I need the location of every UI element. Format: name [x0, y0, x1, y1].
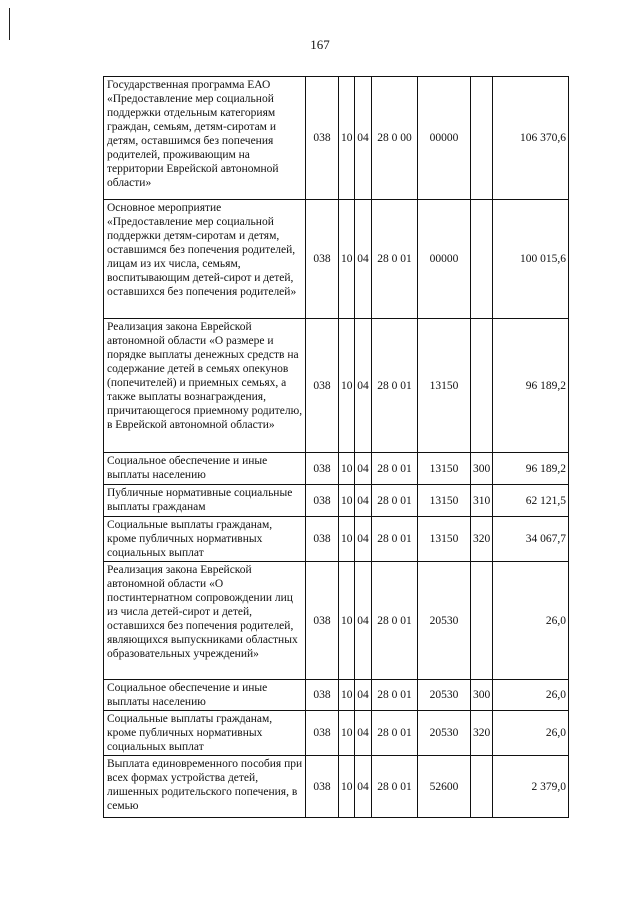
ministry-code: 038 [306, 562, 339, 680]
row-name: Реализация закона Еврейской автономной области «О размере и порядке выплаты денежных средств на содержание детей в семьях опекунов (попечителей) и приемных семьях, а также выплаты вознаграждения, причитающегося приемному родителю, в Еврейской автономной области» [104, 319, 306, 453]
row-name: Государственная программа ЕАО «Предоставление мер социальной поддержки отдельным категориям граждан, семьям, детям-сиротам и детям, оставшимся без попечения родителей, проживающим на территории Еврейской автономной области» [104, 77, 306, 200]
table-row [104, 756, 569, 818]
program-code: 28 0 01 [372, 562, 418, 680]
table-row [104, 485, 569, 517]
direction-code: 52600 [418, 756, 471, 818]
program-code: 28 0 01 [372, 453, 418, 485]
table-row [104, 319, 569, 453]
section-code: 10 [339, 756, 355, 818]
section-code: 10 [339, 711, 355, 756]
amount: 26,0 [493, 711, 569, 756]
direction-code: 13150 [418, 517, 471, 562]
program-code: 28 0 01 [372, 680, 418, 711]
ministry-code: 038 [306, 200, 339, 319]
amount: 26,0 [493, 562, 569, 680]
margin-line [9, 8, 10, 40]
row-name: Реализация закона Еврейской автономной области «О постинтернатном сопровождении лиц из числа детей-сирот и детей, оставшихся без попечения родителей, являющихся выпускниками областных образовательных учреждений» [104, 562, 306, 680]
row-name: Социальные выплаты гражданам, кроме публичных нормативных социальных выплат [104, 711, 306, 756]
program-code: 28 0 01 [372, 711, 418, 756]
ministry-code: 038 [306, 319, 339, 453]
section-code: 10 [339, 562, 355, 680]
expense-type-code: 300 [471, 453, 493, 485]
section-code: 10 [339, 517, 355, 562]
section-code: 10 [339, 453, 355, 485]
ministry-code: 038 [306, 453, 339, 485]
program-code: 28 0 00 [372, 77, 418, 200]
row-name: Публичные нормативные социальные выплаты гражданам [104, 485, 306, 517]
expense-type-code [471, 200, 493, 319]
ministry-code: 038 [306, 680, 339, 711]
subsection-code: 04 [355, 200, 372, 319]
direction-code: 00000 [418, 200, 471, 319]
row-name: Социальное обеспечение и иные выплаты населению [104, 680, 306, 711]
ministry-code: 038 [306, 517, 339, 562]
row-name: Социальное обеспечение и иные выплаты населению [104, 453, 306, 485]
page-number: 167 [310, 37, 330, 52]
program-code: 28 0 01 [372, 485, 418, 517]
direction-code: 20530 [418, 562, 471, 680]
subsection-code: 04 [355, 319, 372, 453]
amount: 26,0 [493, 680, 569, 711]
table-row [104, 453, 569, 485]
amount: 62 121,5 [493, 485, 569, 517]
table-row [104, 680, 569, 711]
program-code: 28 0 01 [372, 200, 418, 319]
direction-code: 20530 [418, 711, 471, 756]
subsection-code: 04 [355, 77, 372, 200]
row-name: Социальные выплаты гражданам, кроме публичных нормативных социальных выплат [104, 517, 306, 562]
subsection-code: 04 [355, 517, 372, 562]
direction-code: 13150 [418, 485, 471, 517]
expense-type-code [471, 77, 493, 200]
amount: 2 379,0 [493, 756, 569, 818]
section-code: 10 [339, 77, 355, 200]
table-row [104, 517, 569, 562]
program-code: 28 0 01 [372, 517, 418, 562]
section-code: 10 [339, 200, 355, 319]
expense-type-code: 320 [471, 517, 493, 562]
expense-type-code: 320 [471, 711, 493, 756]
direction-code: 13150 [418, 453, 471, 485]
direction-code: 13150 [418, 319, 471, 453]
row-name: Выплата единовременного пособия при всех формах устройства детей, лишенных родительского попечения, в семью [104, 756, 306, 818]
table-row [104, 562, 569, 680]
subsection-code: 04 [355, 485, 372, 517]
subsection-code: 04 [355, 711, 372, 756]
subsection-code: 04 [355, 680, 372, 711]
expense-type-code [471, 562, 493, 680]
table-row [104, 200, 569, 319]
amount: 106 370,6 [493, 77, 569, 200]
table-row [104, 711, 569, 756]
section-code: 10 [339, 680, 355, 711]
ministry-code: 038 [306, 756, 339, 818]
program-code: 28 0 01 [372, 319, 418, 453]
section-code: 10 [339, 319, 355, 453]
amount: 96 189,2 [493, 319, 569, 453]
subsection-code: 04 [355, 562, 372, 680]
subsection-code: 04 [355, 756, 372, 818]
ministry-code: 038 [306, 485, 339, 517]
expense-type-code: 310 [471, 485, 493, 517]
program-code: 28 0 01 [372, 756, 418, 818]
expense-type-code [471, 756, 493, 818]
amount: 100 015,6 [493, 200, 569, 319]
amount: 96 189,2 [493, 453, 569, 485]
budget-table [103, 76, 569, 818]
direction-code: 20530 [418, 680, 471, 711]
expense-type-code [471, 319, 493, 453]
amount: 34 067,7 [493, 517, 569, 562]
subsection-code: 04 [355, 453, 372, 485]
expense-type-code: 300 [471, 680, 493, 711]
section-code: 10 [339, 485, 355, 517]
row-name: Основное мероприятие «Предоставление мер социальной поддержки детям-сиротам и детям, оставшимся без попечения родителей, лицам из их числа, семьям, воспитывающим детей-сирот и детей, оставшихся без попечения родителей» [104, 200, 306, 319]
ministry-code: 038 [306, 77, 339, 200]
direction-code: 00000 [418, 77, 471, 200]
ministry-code: 038 [306, 711, 339, 756]
table-row [104, 77, 569, 200]
